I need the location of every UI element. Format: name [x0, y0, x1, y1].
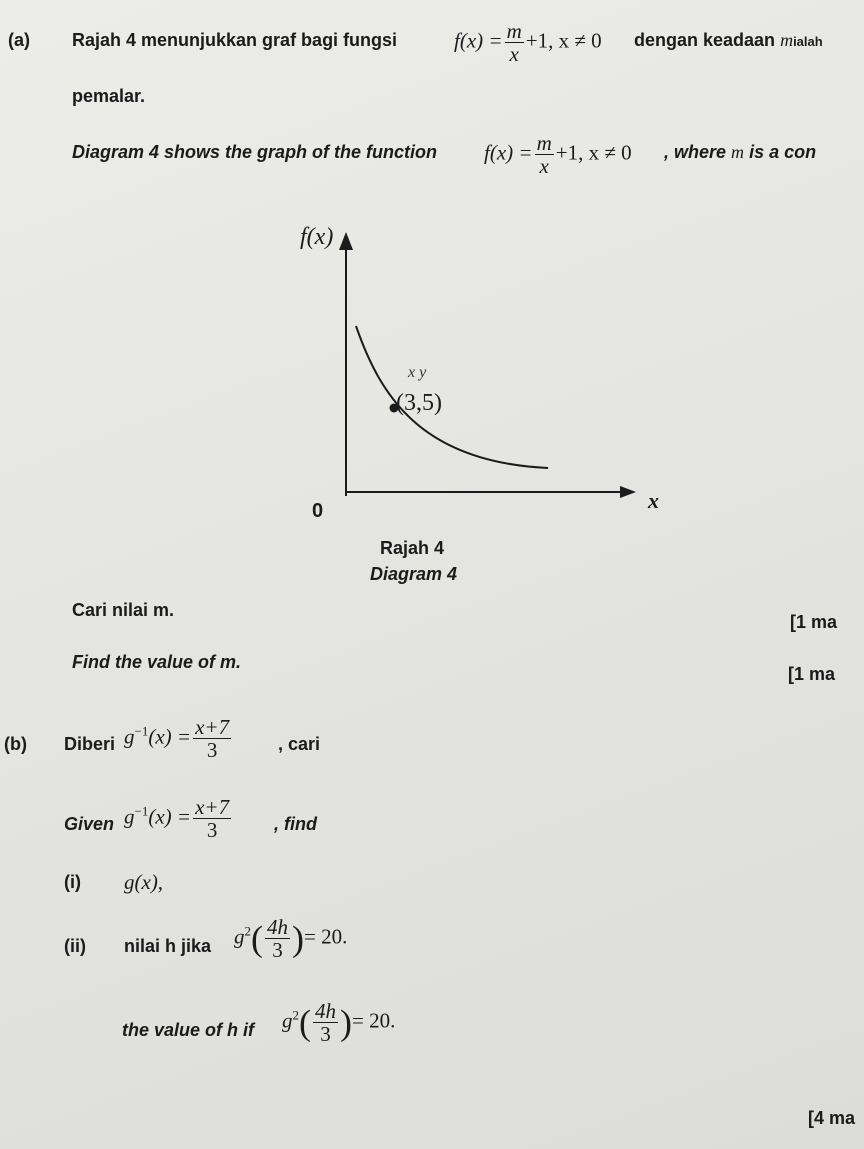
question-malay: Cari nilai m.: [72, 600, 175, 620]
part-b-english-given: Given: [64, 814, 115, 834]
part-a-malay-intro: Rajah 4 menunjukkan graf bagi fungsi: [72, 30, 398, 50]
part-a-malay-line2: pemalar.: [72, 86, 146, 106]
sub-ii-label: (ii): [64, 936, 86, 956]
function-numerator-en: m: [536, 131, 552, 155]
g2-rhs: = 20.: [304, 924, 348, 949]
function-rest-en: +1, x ≠ 0: [555, 140, 632, 165]
ginv-arg-en: (x) =: [148, 804, 192, 829]
g2-numerator: 4h: [267, 915, 288, 939]
ginv-numerator-en: x+7: [195, 795, 230, 819]
part-a-malay-m: m: [780, 30, 794, 50]
ginv-english: [124, 796, 233, 841]
marks-1: [1 ma: [790, 612, 838, 632]
part-b-label: (b): [4, 734, 27, 754]
origin-label: 0: [312, 500, 324, 522]
g2-denominator: 3: [272, 938, 283, 963]
x-axis-arrow: [620, 486, 636, 498]
y-axis-arrow: [339, 232, 353, 250]
x-axis-label: x: [648, 488, 659, 513]
function-lhs-en: f(x) =: [484, 140, 533, 165]
caption-malay: Rajah 4: [380, 538, 445, 558]
function-rest: +1, x ≠ 0: [525, 28, 602, 53]
ginv-denominator: 3: [206, 738, 218, 763]
part-a-malay-condition: dengan keadaan: [634, 30, 776, 50]
sub-i-label: (i): [64, 872, 81, 892]
part-b-english-find: , find: [274, 814, 317, 834]
part-a-english-m: m: [731, 142, 745, 162]
part-a-english-intro: Diagram 4 shows the graph of the function: [72, 142, 438, 162]
sub-i-expr: g(x),: [124, 870, 164, 894]
marks-4: [4 ma: [808, 1108, 856, 1128]
g2-g-en: g: [282, 1008, 293, 1033]
ginv-denominator-en: 3: [206, 818, 218, 843]
sub-ii-malay: nilai h jika: [124, 936, 212, 956]
marks-2: [1 ma: [788, 664, 836, 684]
function-lhs: f(x) =: [454, 28, 503, 53]
part-a-english-tail: is a con: [749, 142, 817, 162]
function-denominator: x: [509, 42, 519, 67]
question-english: Find the value of m.: [72, 652, 242, 672]
part-a-malay-tail: ialah: [793, 34, 823, 49]
g2-numerator-en: 4h: [315, 999, 336, 1023]
g2-g: g: [234, 924, 245, 949]
ginv-sup-en: −1: [134, 803, 149, 819]
ginv-sup: −1: [134, 723, 149, 739]
function-numerator: m: [506, 19, 522, 43]
y-axis-label: f(x): [300, 224, 334, 250]
ginv-malay: [124, 716, 233, 761]
handwritten-xy: x y: [408, 364, 427, 381]
sub-ii-english: the value of h if: [122, 1020, 255, 1040]
part-b-malay-given: Diberi: [64, 734, 116, 754]
caption-english: Diagram 4: [370, 564, 458, 584]
ginv-numerator: x+7: [195, 715, 230, 739]
g2-denominator-en: 3: [320, 1022, 331, 1047]
part-b-malay-find: , cari: [278, 734, 321, 754]
curve: [356, 326, 548, 468]
ginv-g: g: [124, 724, 135, 749]
g-squared-english: $g^2$( $\frac{4h}{3}$ )= 20.: [282, 999, 396, 1047]
part-a-label: (a): [8, 30, 30, 50]
part-a-english-where: , where: [664, 142, 727, 162]
point-label: (3,5): [396, 390, 442, 416]
function-denominator-en: x: [539, 154, 549, 179]
g-squared-malay: $g^2$( $\frac{4h}{3}$ )= 20.: [234, 915, 348, 963]
g2-rhs-en: = 20.: [352, 1008, 396, 1033]
ginv-arg: (x) =: [148, 724, 192, 749]
g2-sup: 2: [244, 923, 251, 939]
g2-sup-en: 2: [292, 1007, 299, 1023]
ginv-g-en: g: [124, 804, 135, 829]
